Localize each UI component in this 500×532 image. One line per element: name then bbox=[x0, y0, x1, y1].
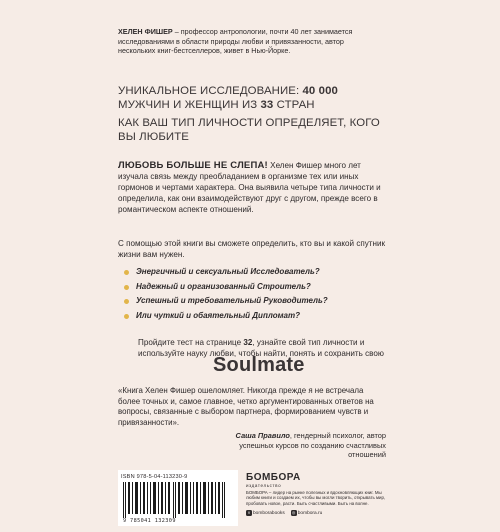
website-link[interactable] bbox=[291, 510, 323, 516]
vk-icon: v bbox=[247, 510, 251, 515]
isbn-label: ISBN 978-5-04-113230-9 bbox=[121, 474, 188, 480]
headline-personality: КАК ВАШ ТИП ЛИЧНОСТИ ОПРЕДЕЛЯЕТ, КОГО ВЫ ЛЮБИТЕ bbox=[118, 117, 380, 144]
bullet-dot-icon bbox=[124, 285, 129, 290]
author-bio-text: – профессор антропологии, почти 40 лет занимается исследованиями в области природы любви и привязанности, автор нескольких книг-бестселлеров, живет в Нью-Йорке. bbox=[118, 27, 353, 56]
publisher-logo: БОМБОРА bbox=[246, 472, 301, 483]
website-url: bombora.ru bbox=[297, 511, 323, 516]
list-item-text: Или чуткий и обаятельный Дипломат? bbox=[136, 310, 300, 320]
social-link[interactable] bbox=[246, 510, 285, 516]
list-item-text: Энергичный и сексуальный Исследователь? bbox=[136, 267, 320, 276]
publisher-subtitle: издательство bbox=[246, 483, 282, 488]
author-bio bbox=[118, 27, 378, 56]
headline-study-middle: МУЖЧИН И ЖЕНЩИН ИЗ bbox=[118, 99, 261, 112]
globe-icon: ◎ bbox=[291, 510, 296, 515]
reviewer-name: Саша Правило bbox=[235, 431, 290, 440]
soulmate-logo: Soulmate bbox=[213, 354, 305, 376]
list-item-text: Надежный и организованный Строитель? bbox=[136, 281, 311, 291]
intro-text: Хелен Фишер много лет изучала связь между преобладанием в организме тех или иных гормонов и чертами характера. Она выявила четыре типа личности и определила, как они взаимодействуют друг с другом, прежде всего в романтическом аспекте отношений. bbox=[118, 161, 381, 214]
author-name: ХЕЛЕН ФИШЕР bbox=[118, 27, 173, 36]
publisher-description: БОМБОРА – лидер на рынке полезных и вдохновляющих книг. Мы любим книги и создаем их, чтобы вы могли творить, открывать мир, пробовать новое, расти. Быть счастливыми. Быть на волне. bbox=[246, 490, 386, 506]
list-item bbox=[122, 309, 382, 324]
personality-types-list bbox=[122, 265, 382, 323]
list-item bbox=[122, 294, 382, 309]
back-cover bbox=[118, 0, 386, 532]
list-item bbox=[122, 265, 382, 280]
reviewer-role: , гендерный психолог, автор успешных курсов по созданию счастливых отношений bbox=[239, 431, 386, 460]
bullet-dot-icon bbox=[124, 270, 129, 275]
barcode-number: 9 785041 132309 bbox=[123, 518, 176, 524]
intro-paragraph bbox=[118, 160, 386, 215]
publisher-socials bbox=[246, 510, 322, 516]
test-page-number: 32 bbox=[243, 338, 253, 347]
headline-study-count: 40 000 bbox=[302, 85, 338, 97]
test-text-before: Пройдите тест на странице bbox=[138, 338, 244, 347]
headline-study bbox=[118, 84, 388, 112]
bullet-dot-icon bbox=[124, 299, 129, 304]
social-handle: bomborabooks bbox=[253, 511, 285, 516]
book-purpose-paragraph: С помощью этой книги вы сможете определить, кто вы и какой спутник жизни вам нужен. bbox=[118, 239, 386, 259]
barcode-icon bbox=[123, 482, 233, 518]
review-signature bbox=[226, 431, 386, 460]
list-item bbox=[122, 280, 382, 295]
list-item-text: Успешный и требовательный Руководитель? bbox=[136, 296, 328, 305]
bullet-dot-icon bbox=[124, 314, 129, 319]
review-quote: «Книга Хелен Фишер ошеломляет. Никогда прежде я не встречала более точных и, самое главное, четко аргументированных ответов на вопросы, связанные с выбором партнера, формированием чувств и привязанности». bbox=[118, 386, 374, 427]
intro-lead: ЛЮБОВЬ БОЛЬШЕ НЕ СЛЕПА! bbox=[118, 160, 268, 171]
headline-study-prefix: УНИКАЛЬНОЕ ИССЛЕДОВАНИЕ: bbox=[118, 85, 303, 97]
headline-study-suffix: СТРАН bbox=[273, 99, 315, 112]
headline-study-countries: 33 bbox=[260, 99, 274, 112]
test-text-after: , узнайте свой тип личности и используйте науку любви, чтобы найти, понять и сохранить свою bbox=[138, 338, 384, 358]
